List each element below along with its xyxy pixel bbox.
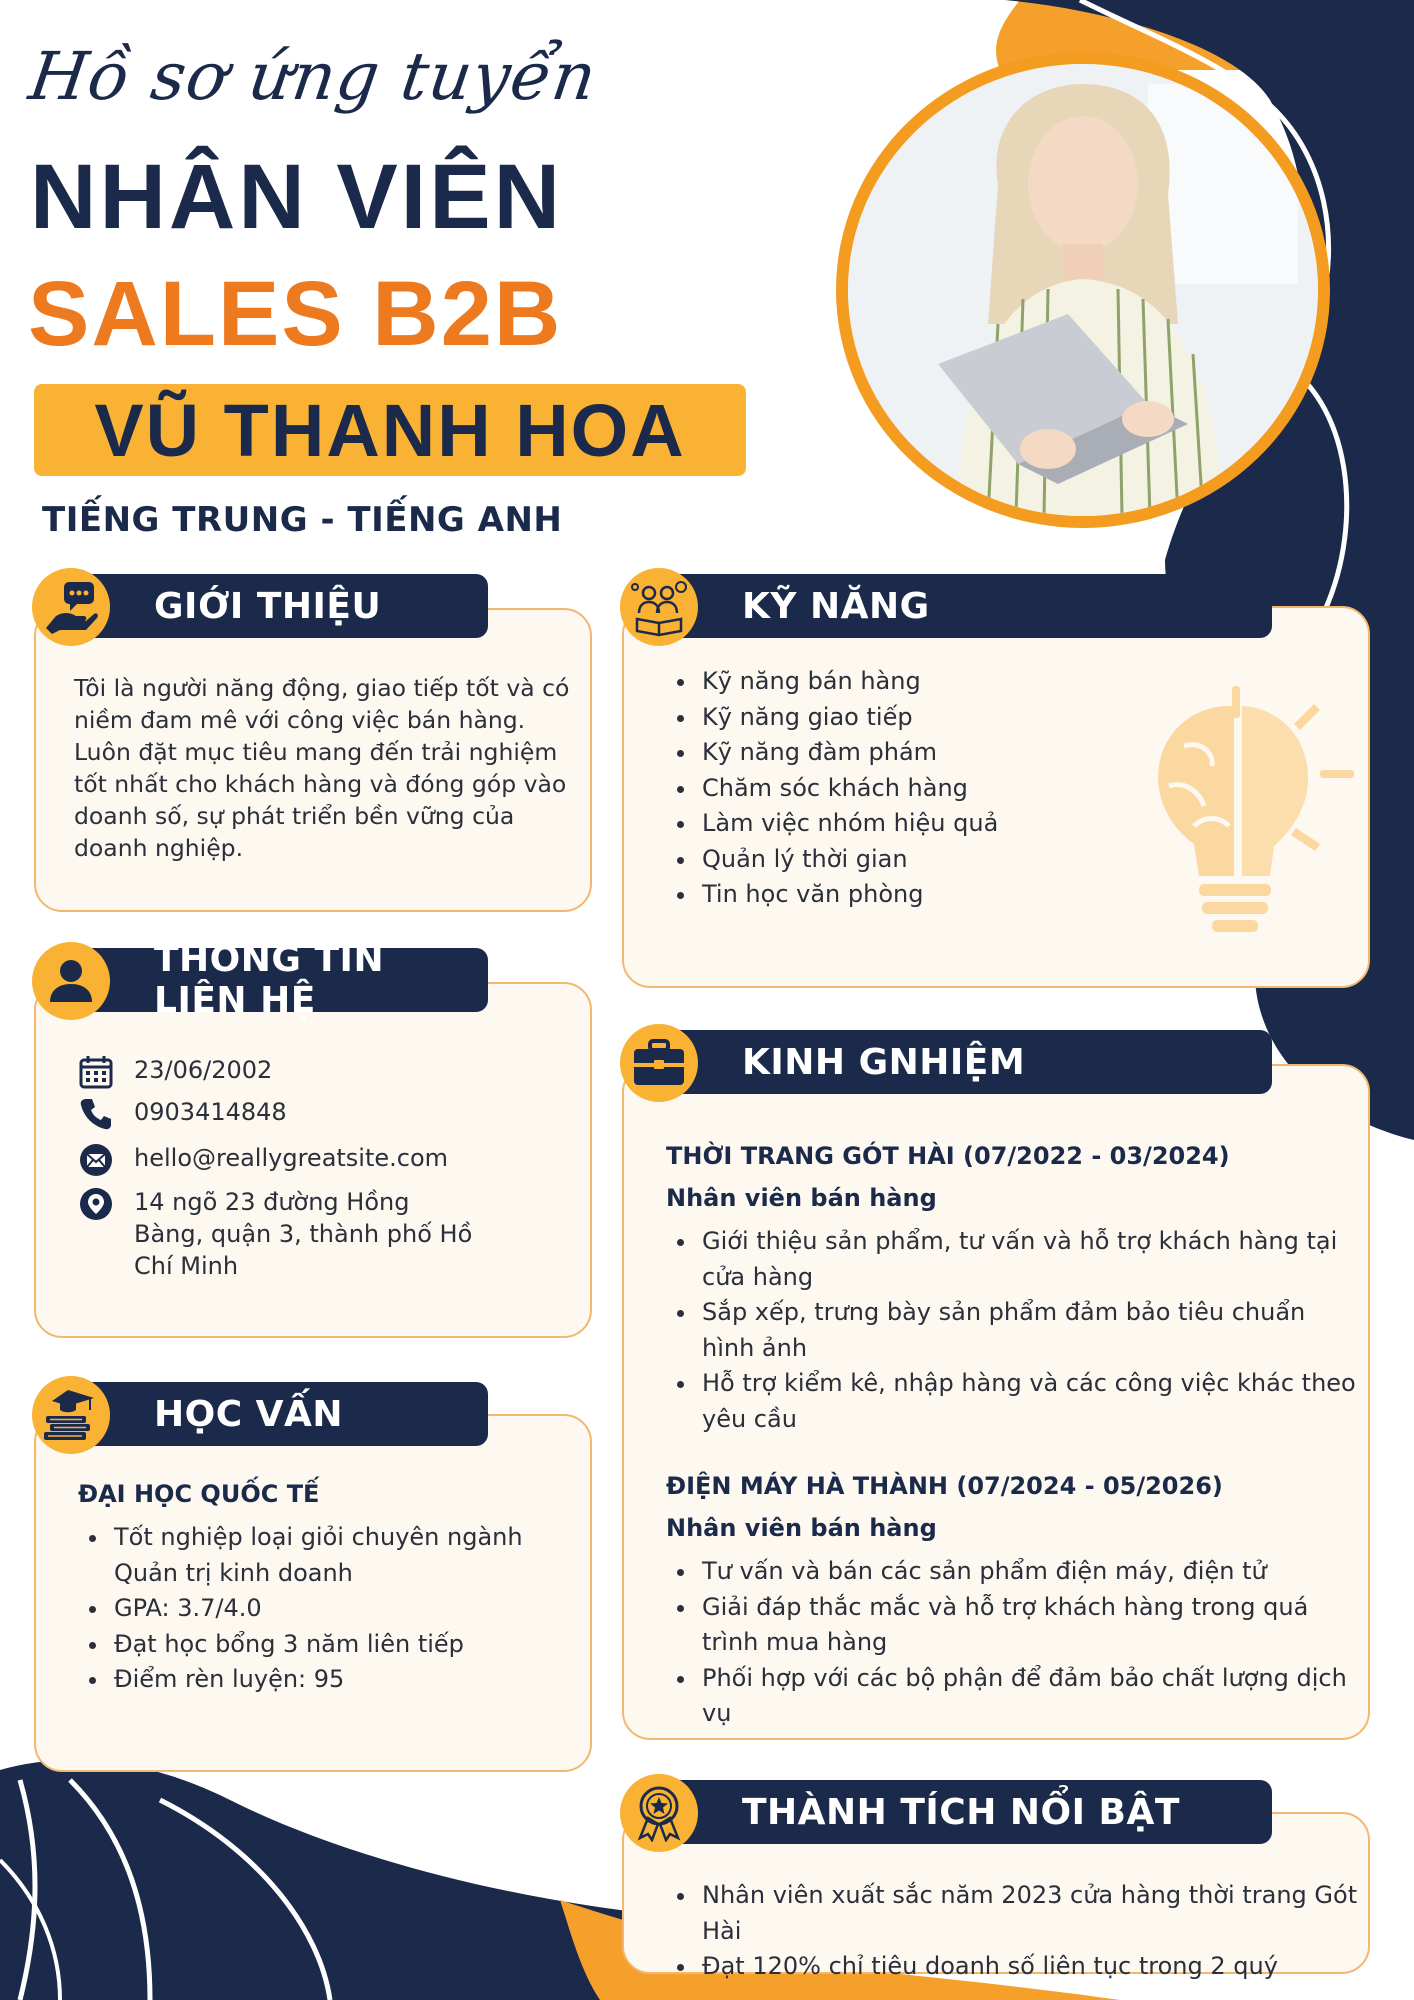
profile-photo xyxy=(836,52,1330,528)
contact-card xyxy=(34,982,592,1338)
candidate-name: VŨ THANH HOA xyxy=(34,384,746,476)
list-item: • Tốt nghiệp loại giỏi chuyên ngành Quản trị kinh doanh xyxy=(110,1520,580,1591)
education-heading xyxy=(70,1382,488,1446)
list-item: • Đạt 120% chỉ tiêu doanh số liên tục trong 2 quý xyxy=(698,1949,1388,1985)
skills-card xyxy=(622,606,1370,988)
skills-list xyxy=(666,664,1138,913)
contact-address-row xyxy=(78,1186,478,1282)
list-item: • Điểm rèn luyện: 95 xyxy=(110,1662,580,1698)
list-item: • Làm việc nhóm hiệu quả xyxy=(698,806,1138,842)
education-school: ĐẠI HỌC QUỐC TẾ xyxy=(78,1480,320,1508)
intro-card xyxy=(34,608,592,912)
intro-badge xyxy=(32,568,110,646)
list-item: • Nhân viên xuất sắc năm 2023 cửa hàng thời trang Gót Hài xyxy=(698,1878,1388,1949)
graduation-books-icon xyxy=(42,1386,100,1444)
experience-card xyxy=(622,1064,1370,1740)
contact-email-row xyxy=(78,1142,448,1178)
experience-heading-label: KINH GNHIỆM xyxy=(742,1041,1026,1083)
job-role: Nhân viên bán hàng xyxy=(666,1514,937,1542)
intro-text: Tôi là người năng động, giao tiếp tốt và có niềm đam mê với công việc bán hàng. Luôn đặt mục tiêu mang đến trải nghiệm tốt nhất cho khách hàng và đóng góp vào doanh số, sự phát triển bền vững của doanh nghiệp. xyxy=(74,674,570,862)
job-role: Nhân viên bán hàng xyxy=(666,1184,937,1212)
education-list xyxy=(78,1520,580,1698)
list-item: • Chăm sóc khách hàng xyxy=(698,771,1138,807)
education-badge xyxy=(32,1376,110,1454)
list-item: • Kỹ năng đàm phám xyxy=(698,735,1138,771)
job-title-line2: SALES B2B xyxy=(28,263,563,365)
intro-heading-label: GIỚI THIỆU xyxy=(154,585,382,627)
person-icon xyxy=(46,956,96,1006)
achievements-heading xyxy=(658,1780,1272,1844)
contact-birthday-row xyxy=(78,1054,272,1090)
contact-heading xyxy=(70,939,488,1021)
list-item: • GPA: 3.7/4.0 xyxy=(110,1591,580,1627)
experience-badge xyxy=(620,1024,698,1102)
skills-heading-label: KỸ NĂNG xyxy=(742,585,930,627)
list-item: • Hỗ trợ kiểm kê, nhập hàng và các công việc khác theo yêu cầu xyxy=(698,1366,1358,1437)
job-task-list xyxy=(666,1554,1368,1732)
job-task-list xyxy=(666,1224,1358,1437)
list-item: • Kỹ năng giao tiếp xyxy=(698,700,1138,736)
phone-icon xyxy=(79,1097,113,1131)
contact-phone-row xyxy=(78,1096,287,1132)
job-company: THỜI TRANG GÓT HÀI (07/2022 - 03/2024) xyxy=(666,1142,1230,1170)
achievements-badge xyxy=(620,1774,698,1852)
contact-badge xyxy=(32,942,110,1020)
list-item: • Sắp xếp, trưng bày sản phẩm đảm bảo tiêu chuẩn hình ảnh xyxy=(698,1295,1358,1366)
achievements-heading-label: THÀNH TÍCH NỔI BẬT xyxy=(742,1791,1180,1833)
chat-hand-icon xyxy=(42,578,100,636)
contact-birthday: 23/06/2002 xyxy=(134,1056,273,1084)
experience-heading xyxy=(658,1030,1272,1094)
award-medal-icon xyxy=(630,1784,688,1842)
script-title: Hồ sơ ứng tuyển xyxy=(24,38,602,115)
contact-phone: 0903414848 xyxy=(134,1098,287,1126)
list-item: • Phối hợp với các bộ phận để đảm bảo chất lượng dịch vụ xyxy=(698,1661,1368,1732)
achievements-list xyxy=(666,1878,1388,1985)
job-company: ĐIỆN MÁY HÀ THÀNH (07/2024 - 05/2026) xyxy=(666,1472,1223,1500)
languages: TIẾNG TRUNG - TIẾNG ANH xyxy=(42,500,563,540)
intro-heading xyxy=(70,574,488,638)
email-icon xyxy=(79,1143,113,1177)
list-item: • Quản lý thời gian xyxy=(698,842,1138,878)
skills-badge xyxy=(620,568,698,646)
calendar-icon xyxy=(79,1055,113,1089)
education-card xyxy=(34,1414,592,1772)
list-item: • Giải đáp thắc mắc và hỗ trợ khách hàng trong quá trình mua hàng xyxy=(698,1590,1368,1661)
people-book-icon xyxy=(629,577,689,637)
job-title-line1: NHÂN VIÊN xyxy=(30,146,564,248)
contact-address: 14 ngõ 23 đường Hồng Bàng, quận 3, thành phố Hồ Chí Minh xyxy=(134,1188,473,1280)
list-item: • Tư vấn và bán các sản phẩm điện máy, điện tử xyxy=(698,1554,1368,1590)
skills-heading xyxy=(658,574,1272,638)
contact-heading-label: THÔNG TIN LIÊN HỆ xyxy=(154,939,385,1021)
education-heading-label: HỌC VẤN xyxy=(154,1393,344,1435)
contact-email: hello@reallygreatsite.com xyxy=(134,1144,449,1172)
list-item: • Tin học văn phòng xyxy=(698,877,1138,913)
location-icon xyxy=(79,1187,113,1221)
list-item: • Kỹ năng bán hàng xyxy=(698,664,1138,700)
briefcase-icon xyxy=(631,1035,687,1091)
list-item: • Giới thiệu sản phẩm, tư vấn và hỗ trợ khách hàng tại cửa hàng xyxy=(698,1224,1358,1295)
lightbulb-brain-icon xyxy=(1124,686,1354,956)
list-item: • Đạt học bổng 3 năm liên tiếp xyxy=(110,1627,580,1663)
